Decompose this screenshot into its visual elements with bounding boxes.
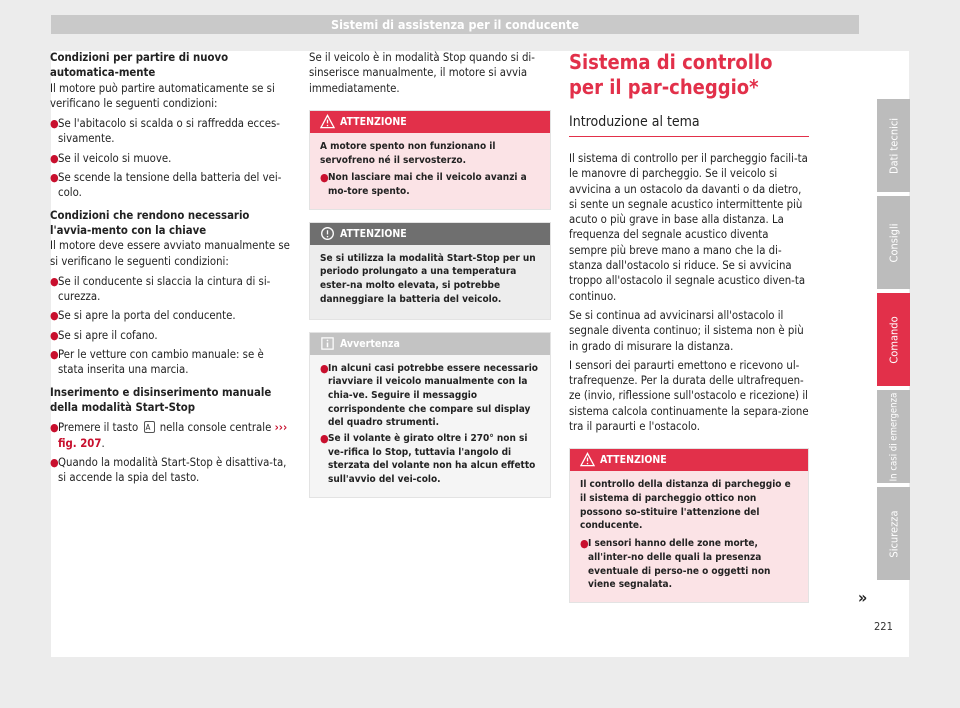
- caution-box: [309, 222, 551, 320]
- paragraph: Il sistema di controllo per il parcheggio facili-ta le manovre di parcheggio. Se il veicolo si avvicina a un ostacolo da davanti o da dietro, si sente un segnale acustico intermittente più acuto o più grave in base alla distanza. La frequenza del segnale acustico diventa sempre più breve mano a mano che la di-stanza dall'ostacolo si riduce. Se si avvicina troppo all'ostacolo il segnale acustico diven-ta continuo.: [569, 152, 808, 303]
- figure-link[interactable]: ››› fig. 207: [58, 421, 288, 450]
- paragraph: I sensori dei paraurti emettono e ricevono ul-trafrequenze. Per la durata delle ultrafrequen-ze (invio, riflessione sull'ostacolo e ricezione) il sistema calcola continuamente la separa-zione tra il paraurti e l'ostacolo.: [569, 358, 809, 434]
- list-key-start: [50, 274, 290, 378]
- heading-restart-conditions: Condizioni per partire di nuovo automatica-mente: [50, 51, 229, 80]
- list-restart: [50, 116, 290, 200]
- paragraph: Il motore deve essere avviato manualmente se si verificano le seguenti condizioni:: [50, 239, 290, 268]
- warning-triangle-icon: [320, 114, 335, 129]
- paragraph: Se si continua ad avvicinarsi all'ostacolo il segnale diventa continuo; il sistema non è più in grado di misurare la distanza.: [569, 308, 804, 353]
- section-subtitle: Introduzione al tema: [569, 114, 809, 137]
- paragraph: Il motore può partire automaticamente se si verificano le seguenti condizioni:: [50, 81, 275, 110]
- warning-title: ATTENZIONE: [600, 454, 667, 467]
- list-item: ● In alcuni casi potrebbe essere necessario riavviare il veicolo manualmente con la chia-ve. Seguire il messaggio corrispondente che compare sul display del quadro strumenti.: [320, 361, 538, 429]
- heading-manual-start-stop: Inserimento e disinserimento manuale della modalità Start-Stop: [50, 385, 272, 414]
- start-stop-key-icon: [144, 421, 155, 433]
- continue-arrow-icon: »: [858, 588, 868, 607]
- tab-consigli[interactable]: Consigli: [877, 196, 910, 289]
- caution-circle-icon: [320, 226, 335, 241]
- list-item: ● Per le vetture con cambio manuale: se è stata inserita una marcia.: [50, 348, 264, 377]
- page-number: 221: [874, 620, 893, 633]
- column-right: [569, 50, 809, 615]
- tab-in-casi-di-emergenza[interactable]: In casi di emergenza: [877, 390, 910, 483]
- info-icon: [320, 336, 335, 351]
- warning-text: A motore spento non funzionano il servofreno né il servosterzo.: [320, 140, 496, 166]
- list-item: ● Quando la modalità Start-Stop è disattiva-ta, si accende la spia del tasto.: [50, 455, 287, 485]
- note-box: [309, 332, 551, 498]
- warning-box: [309, 110, 551, 210]
- paragraph: Se il veicolo è in modalità Stop quando si di-sinserisce manualmente, il motore si avvia immediatamente.: [309, 51, 535, 95]
- list-item: ● Se il veicolo si muove.: [50, 151, 172, 165]
- page-header: Sistemi di assistenza per il conducente: [51, 15, 859, 34]
- warning-triangle-icon: [580, 452, 595, 467]
- list-manual-start-stop: [50, 420, 290, 485]
- column-middle: [309, 50, 551, 510]
- warning-text: Il controllo della distanza di parcheggio e il sistema di parcheggio ottico non possono so-stituire l'attenzione del conducente.: [580, 479, 791, 532]
- list-item: ● Se il volante è girato oltre i 270° non si ve-rifica lo Stop, tuttavia l'angolo di sterzata del volante non ha alcun effetto sull'avvio del vei-colo.: [320, 432, 536, 486]
- caution-title: ATTENZIONE: [340, 227, 407, 240]
- column-left: [50, 50, 290, 489]
- list-item: ● Non lasciare mai che il veicolo avanzi a mo-tore spento.: [320, 171, 527, 197]
- list-item: ● Se si apre la porta del conducente.: [50, 309, 236, 323]
- tab-dati-tecnici[interactable]: Dati tecnici: [877, 99, 910, 192]
- note-title: Avvertenza: [340, 337, 400, 350]
- list-item: ● Premere il tasto A nella console centrale ››› fig. 207.: [50, 420, 290, 451]
- tab-comando[interactable]: Comando: [877, 293, 910, 386]
- section-title: Sistema di controllo per il par-cheggio*: [569, 50, 773, 99]
- tab-sicurezza[interactable]: Sicurezza: [877, 487, 910, 580]
- warning-box: [569, 448, 809, 603]
- caution-text: Se si utilizza la modalità Start-Stop per un periodo prolungato a una temperatura ester-na molto elevata, si potrebbe danneggiare la batteria del veicolo.: [320, 252, 536, 305]
- list-item: ● Se l'abitacolo si scalda o si raffredda ecces-sivamente.: [50, 117, 280, 146]
- list-item: ● I sensori hanno delle zone morte, all'inter-no delle quali la presenza eventuale di perso-ne o oggetti non viene segnalata.: [580, 537, 771, 591]
- list-item: ● Se scende la tensione della batteria del vei-colo.: [50, 171, 282, 200]
- list-item: ● Se si apre il cofano.: [50, 328, 158, 342]
- heading-key-start-conditions: Condizioni che rendono necessario l'avvia-mento con la chiave: [50, 208, 250, 237]
- warning-title: ATTENZIONE: [340, 115, 407, 128]
- list-item: ● Se il conducente si slaccia la cintura di si-curezza.: [50, 274, 271, 304]
- chapter-tabs: [877, 99, 910, 584]
